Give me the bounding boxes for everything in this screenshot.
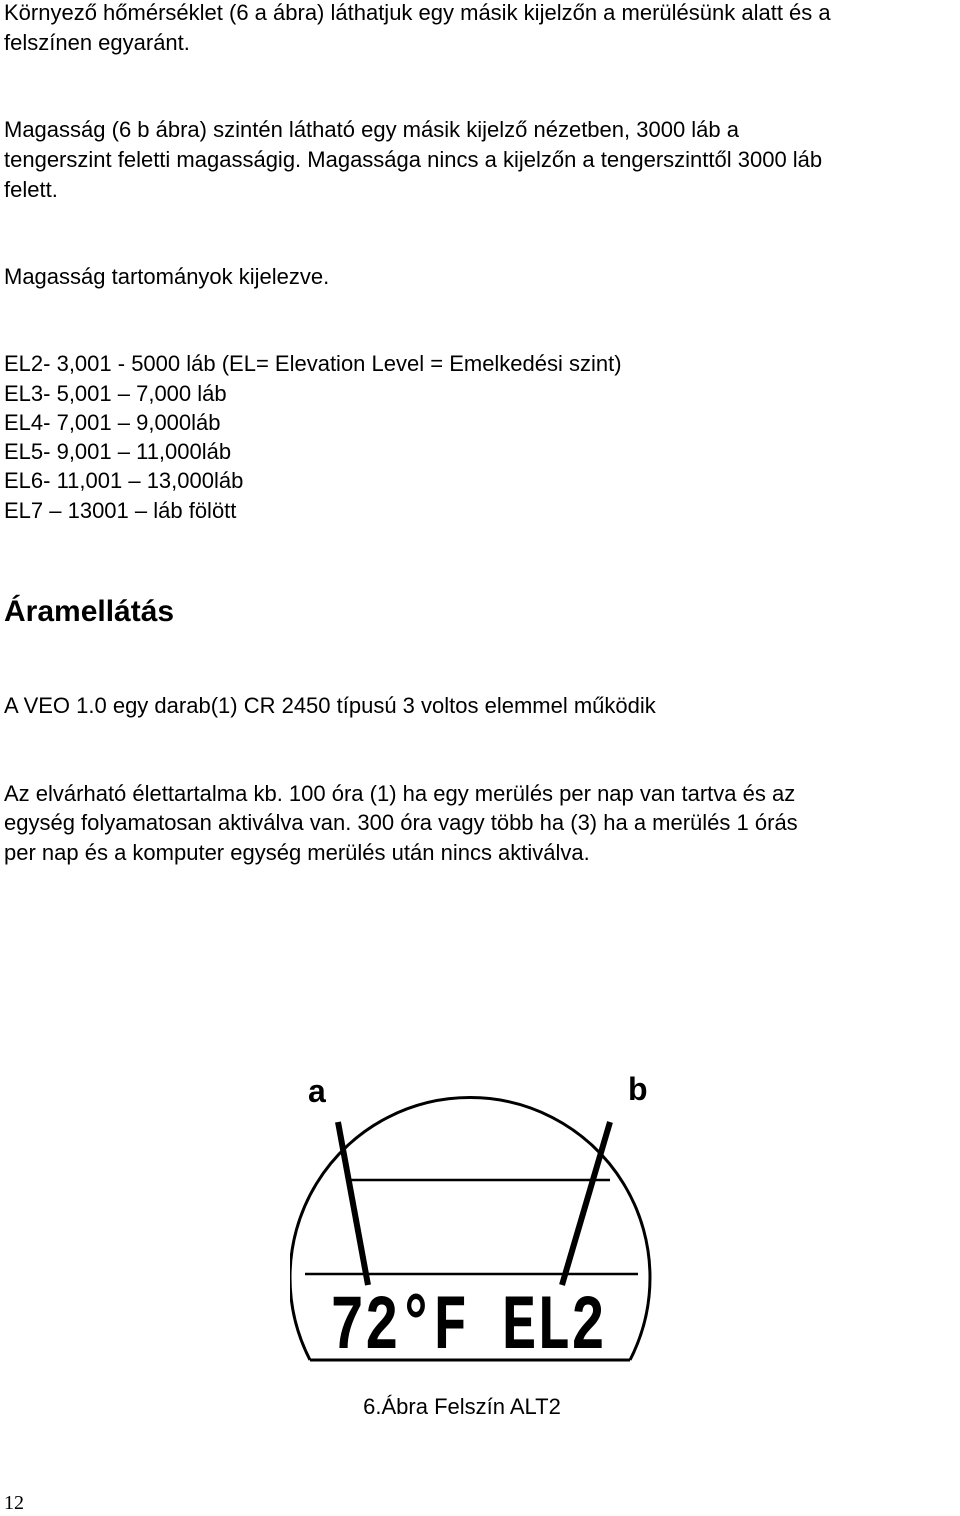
paragraph-battery-life-line-3: per nap és a komputer egység merülés után nincs aktiválva. (4, 840, 590, 865)
lcd-readout: 72°F EL2 (330, 1284, 605, 1372)
elevation-level-item: EL2- 3,001 - 5000 láb (EL= Elevation Level = Emelkedési szint) (4, 351, 622, 376)
elevation-level-item: EL3- 5,001 – 7,000 láb (4, 381, 227, 406)
paragraph-temperature-line-1: Környező hőmérséklet (6 a ábra) láthatjuk egy másik kijelzőn a merülésünk alatt és a (4, 0, 831, 25)
page-number: 12 (4, 1492, 24, 1514)
paragraph-temperature-line-2: felszínen egyaránt. (4, 30, 190, 55)
elevation-level-item: EL6- 11,001 – 13,000láb (4, 468, 244, 493)
elevation-level-item: EL7 – 13001 – láb fölött (4, 498, 237, 523)
pointer-line-b (562, 1122, 610, 1285)
pointer-line-a (338, 1122, 368, 1285)
paragraph-altitude-line-1: Magasság (6 b ábra) szintén látható egy másik kijelző nézetben, 3000 láb a (4, 117, 739, 142)
elevation-level-item: EL5- 9,001 – 11,000láb (4, 439, 232, 464)
paragraph-battery: A VEO 1.0 egy darab(1) CR 2450 típusú 3 voltos elemmel működik (4, 693, 656, 718)
elevation-level-item: EL4- 7,001 – 9,000láb (4, 410, 221, 435)
paragraph-altitude-line-2: tengerszint feletti magasságig. Magassága nincs a kijelzőn a tengerszinttől 3000 láb (4, 147, 823, 172)
paragraph-battery-life-line-2: egység folyamatosan aktiválva van. 300 óra vagy több ha (3) ha a merülés 1 órás (4, 810, 798, 835)
figure-label-a: a (308, 1073, 326, 1109)
section-heading-power: Áramellátás (4, 595, 175, 628)
paragraph-altitude-ranges-intro: Magasság tartományok kijelezve. (4, 264, 330, 289)
paragraph-battery-life-line-1: Az elvárható élettartalma kb. 100 óra (1) ha egy merülés per nap van tartva és az (4, 781, 796, 806)
figure-caption: 6.Ábra Felszín ALT2 (363, 1394, 561, 1419)
dive-computer-display-figure (290, 1060, 670, 1390)
paragraph-altitude-line-3: felett. (4, 177, 58, 202)
figure-label-b: b (628, 1071, 648, 1107)
